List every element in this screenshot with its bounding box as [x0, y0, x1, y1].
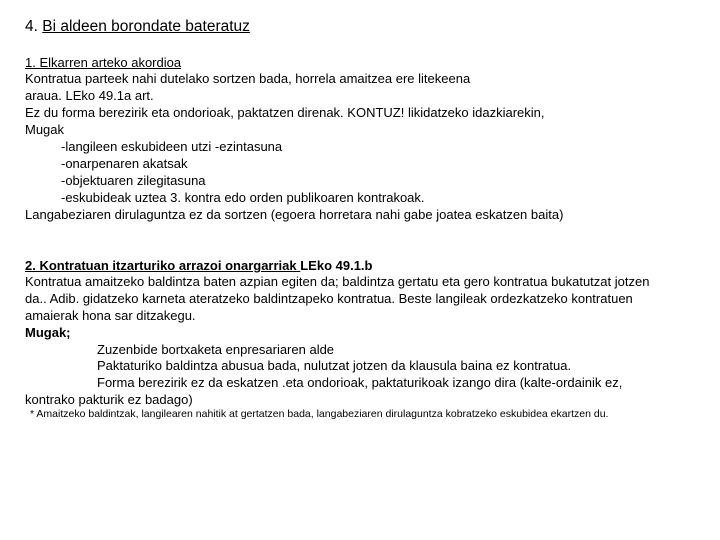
- section2-limit-3: Forma berezirik ez da eskatzen .eta ondorioak, paktaturikoak izango dira (kalte-ordainik ez,: [97, 375, 623, 390]
- section1-line-1: Kontratua parteek nahi dutelako sortzen bada, horrela amaitzea ere litekeena: [25, 71, 471, 86]
- section2-line-1: Kontratua amaitzeko baldintza baten azpian egiten da; baldintza gertatu eta gero kontratua bukatutzat jotzen: [25, 274, 650, 289]
- section2-limit-1: Zuzenbide bortxaketa enpresariaren alde: [97, 342, 335, 357]
- section1-limit-2: -onarpenaren akatsak: [61, 156, 188, 171]
- section2-line-3: amaierak hona sar ditzakegu.: [25, 308, 196, 323]
- section1-limits-label: Mugak: [25, 122, 65, 137]
- page-title: [25, 17, 250, 37]
- section1-line-3: Ez du forma berezirik eta ondorioak, paktatzen direnak. KONTUZ! likidatzeko idazkiarekin,: [25, 105, 545, 120]
- section1-limit-1: -langileen eskubideen utzi -ezintasuna: [61, 139, 283, 154]
- section1-limit-3: -objektuaren zilegitasuna: [61, 173, 206, 188]
- section2-line-2: da.. Adib. gidatzeko karneta ateratzeko baldintzapeko kontratua. Beste langileak ordezkatzeko kontratuen: [25, 291, 633, 306]
- section1-heading: 1. Elkarren arteko akordioa: [25, 55, 182, 70]
- section2-limit-2: Paktaturiko baldintza abusua bada, nulutzat jotzen da klausula baina ez kontratua.: [97, 358, 572, 373]
- title-text: Bi aldeen borondate bateratuz: [42, 18, 250, 35]
- title-number: 4.: [25, 18, 43, 35]
- section1-closing: Langabeziaren dirulaguntza ez da sortzen (egoera horretara nahi gabe joatea eskatzen baita): [25, 207, 564, 222]
- section1-line-2: araua. LEko 49.1a art.: [25, 88, 154, 103]
- footnote: * Amaitzeko baldintzak, langilearen nahitik at gertatzen bada, langabeziaren dirulaguntza kobratzeko eskubidea ekartzen du.: [30, 408, 609, 420]
- section2-last-line: kontrako pakturik ez badago): [25, 392, 193, 407]
- section2-heading-ref: LEko 49.1.b: [300, 258, 373, 273]
- section2-heading: [25, 258, 372, 274]
- section2-limits-label: Mugak;: [25, 325, 71, 340]
- section1-limit-4: -eskubideak uztea 3. kontra edo orden publikoaren kontrakoak.: [61, 190, 425, 205]
- section2-heading-text: 2. Kontratuan itzarturiko arrazoi onargarriak: [25, 258, 301, 273]
